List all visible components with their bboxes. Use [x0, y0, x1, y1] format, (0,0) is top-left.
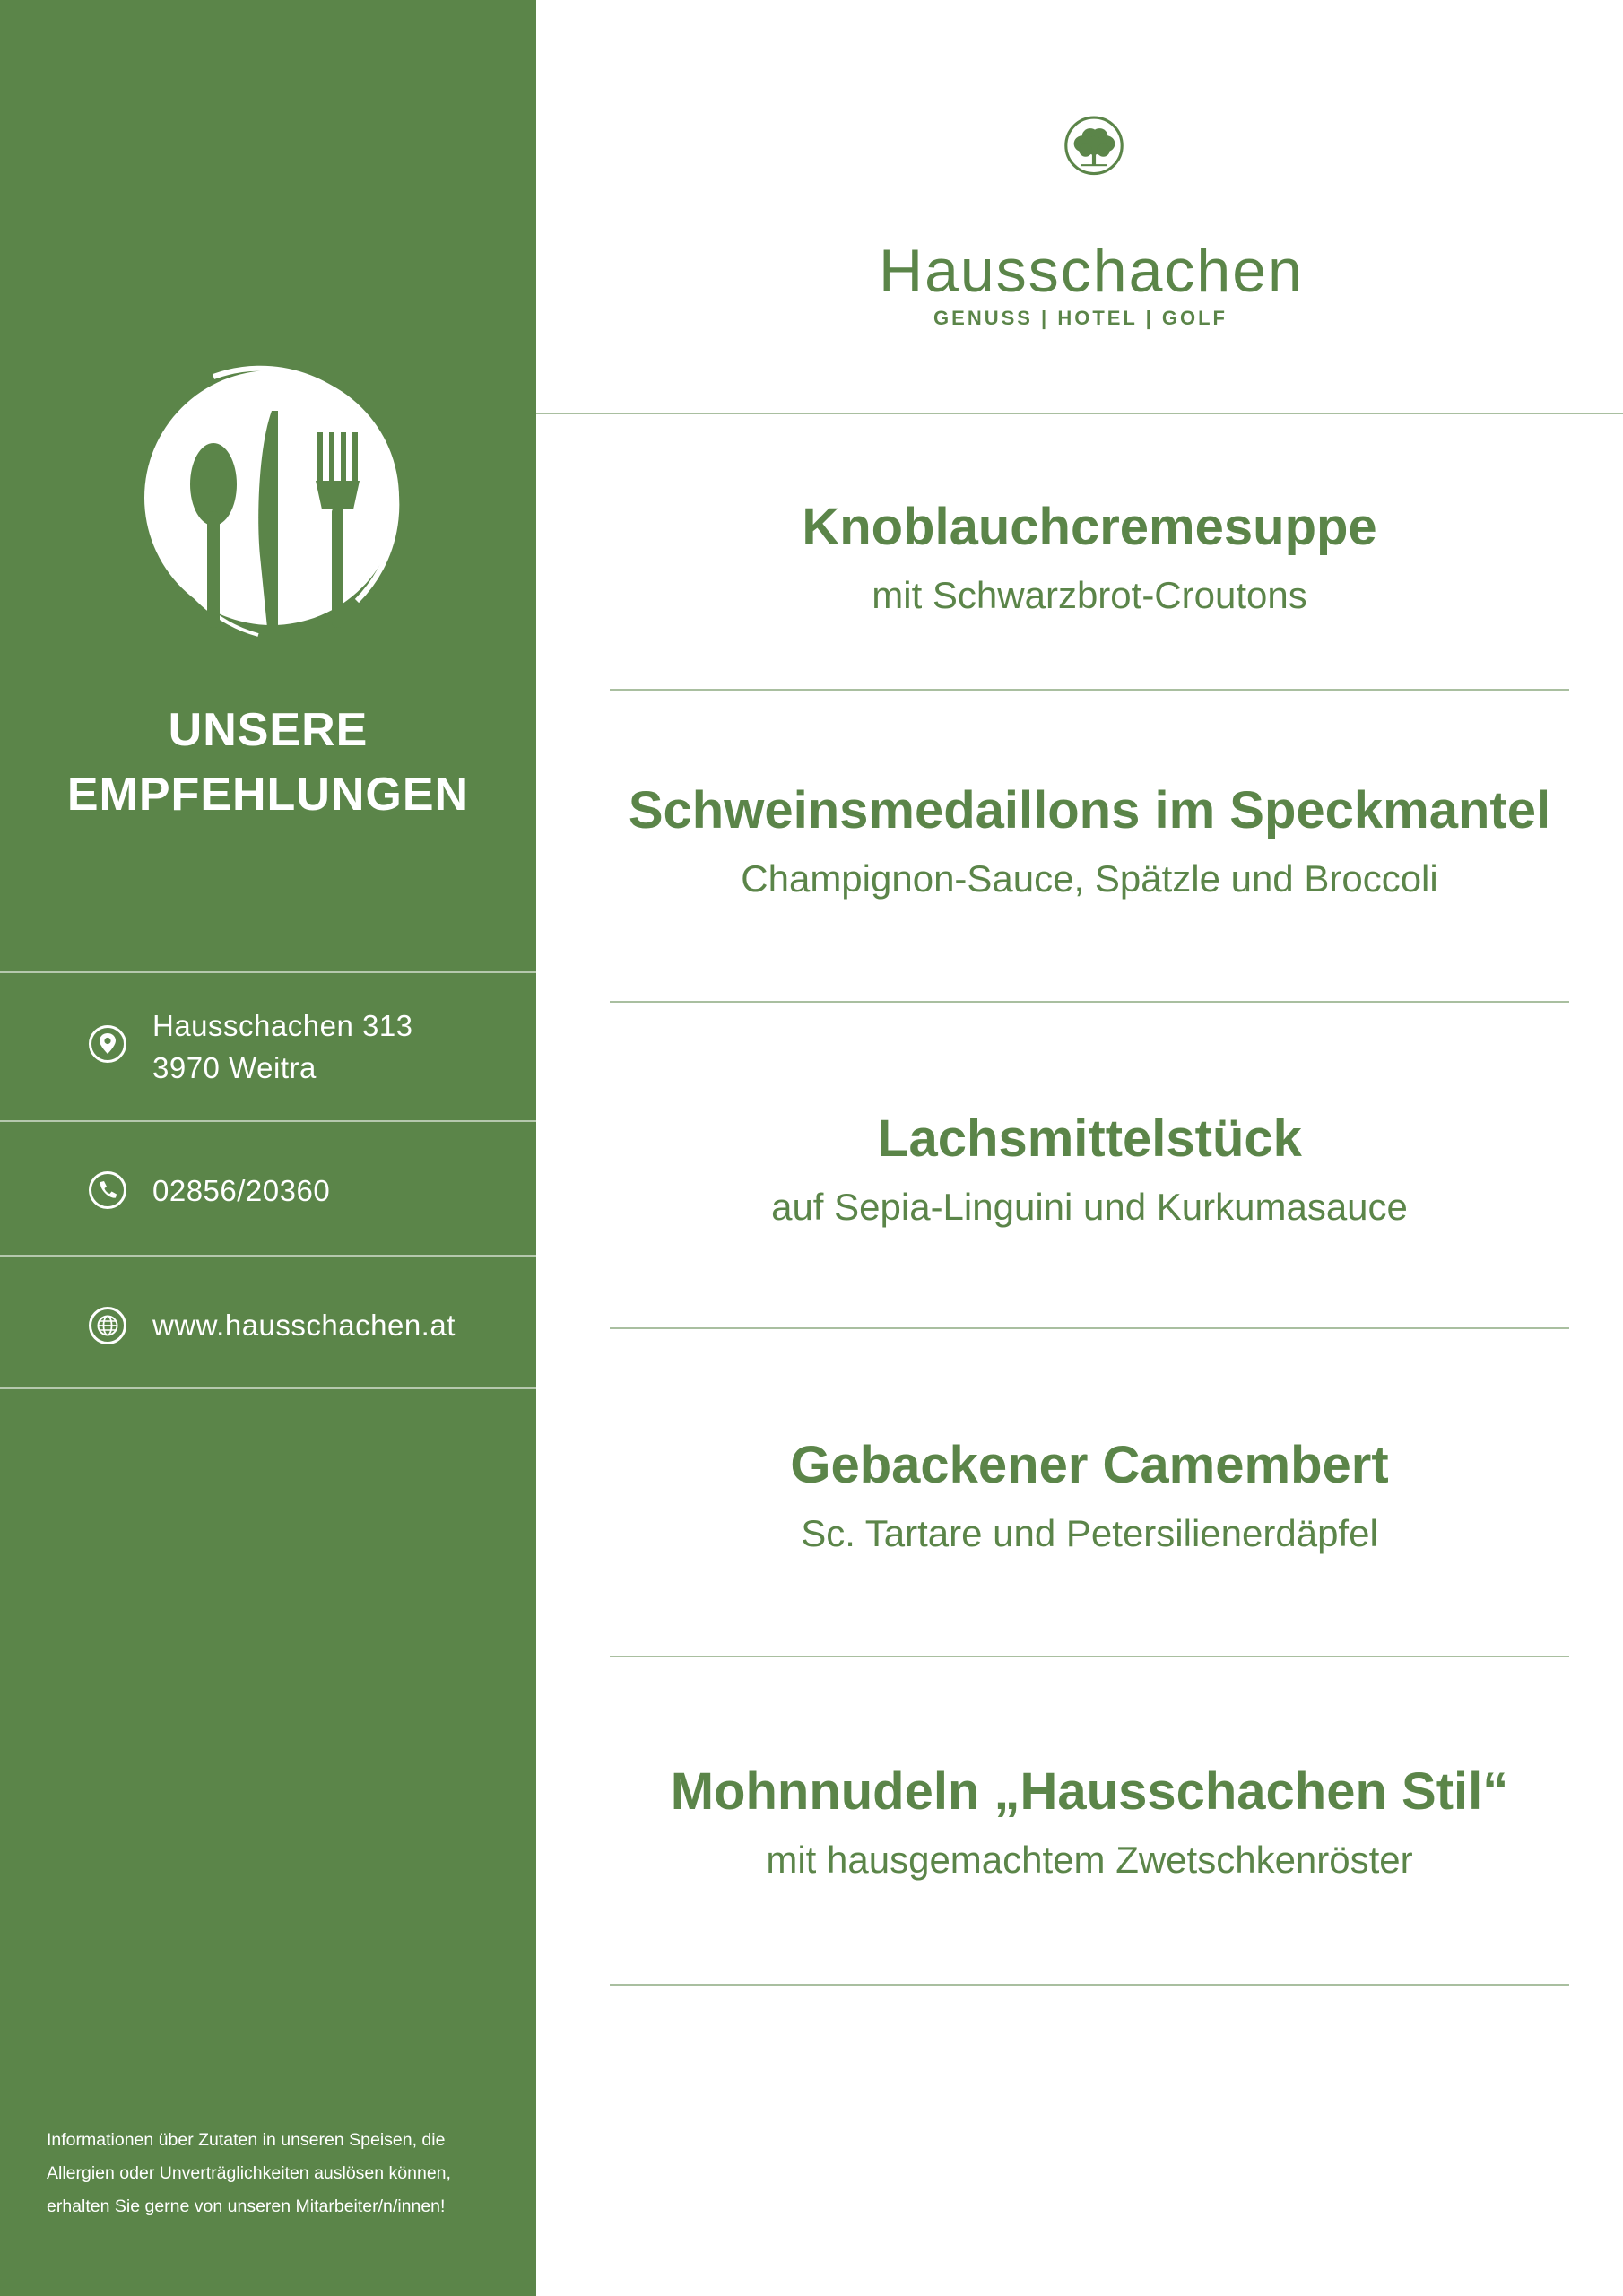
dish-title: Gebackener Camembert: [790, 1436, 1389, 1494]
sidebar-divider: [0, 971, 536, 973]
dish-divider: [610, 1656, 1569, 1657]
sidebar-divider: [0, 1255, 536, 1257]
phone-number[interactable]: 02856/20360: [152, 1174, 331, 1207]
dish-description: auf Sepia-Linguini und Kurkumasauce: [771, 1186, 1408, 1228]
dish-item: [556, 1760, 1623, 1885]
dish-divider: [610, 689, 1569, 691]
phone-icon: [88, 1170, 127, 1210]
dish-title: Schweinsmedaillons im Speckmantel: [628, 781, 1551, 839]
dish-description: mit hausgemachtem Zwetschkenröster: [766, 1839, 1413, 1881]
cutlery-plate-icon: [124, 350, 420, 646]
dish-title: Mohnnudeln „Hausschachen Stil“: [670, 1762, 1509, 1821]
brand-name: Hausschachen: [879, 237, 1304, 305]
dish-title: Knoblauchcremesuppe: [802, 498, 1377, 556]
tree-logo-icon: [879, 115, 1309, 231]
heading-line-1: UNSERE: [168, 704, 369, 756]
dish-divider: [610, 1327, 1569, 1329]
address-street: Hausschachen 313: [152, 1009, 413, 1042]
dish-description: Champignon-Sauce, Spätzle und Broccoli: [741, 857, 1438, 900]
website-link[interactable]: www.hausschachen.at: [152, 1309, 456, 1342]
sidebar-divider: [0, 1120, 536, 1122]
recommendations-heading: [0, 698, 536, 827]
dish-description: mit Schwarzbrot-Croutons: [872, 574, 1307, 616]
heading-line-2: EMPFEHLUNGEN: [66, 769, 470, 821]
allergen-footnote: Informationen über Zutaten in unseren Speisen, die Allergien oder Unverträglichkeiten auslösen können, erhalten Sie gerne von unseren Mitarbeiter/n/innen!: [47, 2130, 451, 2216]
sidebar: [0, 0, 536, 2296]
dish-divider: [610, 1001, 1569, 1003]
address-city: 3970 Weitra: [152, 1051, 317, 1084]
dish-divider: [610, 1984, 1569, 1986]
dish-item: [556, 1433, 1623, 1559]
dish-item: [556, 495, 1623, 621]
globe-icon: [88, 1306, 127, 1345]
dish-item: [556, 778, 1623, 904]
dish-title: Lachsmittelstück: [877, 1109, 1302, 1168]
dish-item: [556, 1107, 1623, 1232]
location-pin-icon: [88, 1024, 127, 1064]
dish-description: Sc. Tartare und Petersilienerdäpfel: [801, 1512, 1378, 1554]
header-divider: [536, 413, 1623, 414]
brand-tagline: GENUSS | HOTEL | GOLF: [933, 307, 1228, 329]
sidebar-divider: [0, 1387, 536, 1389]
